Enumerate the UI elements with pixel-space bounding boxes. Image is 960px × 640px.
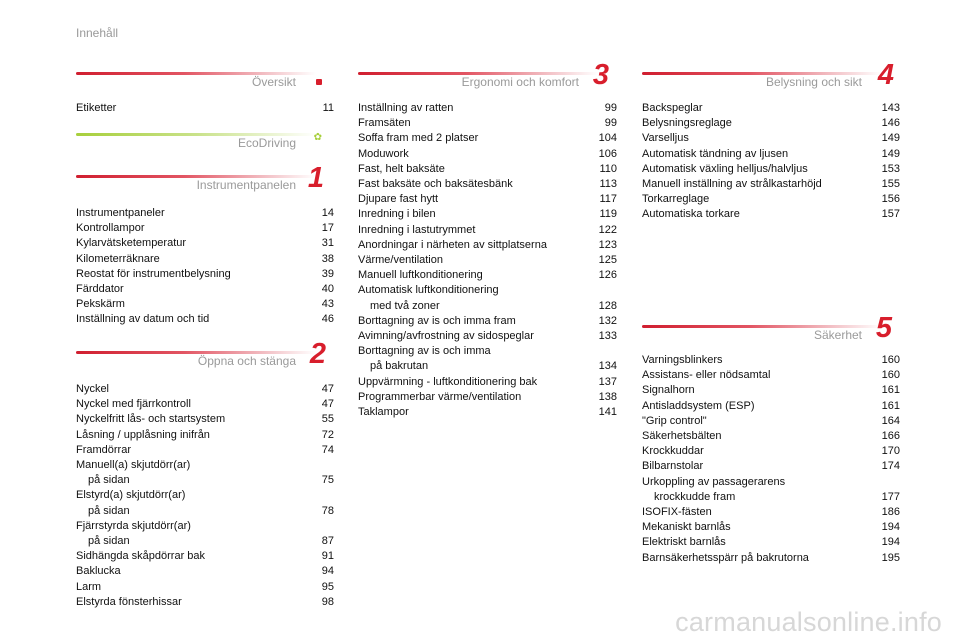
toc-page-number: 133 (598, 330, 617, 343)
toc-entry-label: Automatisk tändning av ljusen (642, 147, 789, 160)
toc-entry[interactable] (642, 414, 900, 429)
toc-entry-label: Kylarvätsketemperatur (76, 237, 187, 250)
toc-entry[interactable] (358, 192, 617, 207)
toc-page-number: 143 (881, 102, 900, 114)
toc-page-number: 126 (598, 269, 617, 282)
toc-entry-label: Anordningar i närheten av sittplatserna (358, 238, 547, 251)
toc-entry-label: Soffa fram med 2 platser (358, 132, 479, 145)
toc-page-number: 47 (321, 398, 334, 411)
toc-entry[interactable] (358, 131, 617, 146)
toc-entry[interactable] (358, 253, 617, 268)
toc-entry[interactable] (642, 207, 900, 222)
toc-list (76, 382, 334, 610)
toc-entry[interactable] (76, 221, 334, 236)
toc-entry-label: Bilbarnstolar (642, 460, 704, 473)
section-title: Belysning och sikt (765, 75, 862, 89)
toc-page-number: 156 (881, 193, 900, 206)
toc-entry[interactable] (642, 535, 900, 550)
toc-entry[interactable] (76, 519, 334, 549)
toc-page-number: 17 (321, 222, 334, 235)
toc-entry-label: ISOFIX-fästen (642, 506, 712, 519)
section-title: Översikt (251, 75, 296, 89)
toc-entry[interactable] (76, 382, 334, 397)
toc-page-number: 14 (321, 207, 334, 219)
toc-entry-label: Automatiska torkare (642, 208, 740, 221)
toc-entry[interactable] (76, 488, 334, 518)
toc-page-number: 132 (598, 314, 617, 327)
toc-entry-label: "Grip control" (642, 414, 707, 427)
section-title: Ergonomi och komfort (461, 75, 579, 89)
toc-entry[interactable] (642, 353, 900, 368)
toc-entry-label: Borttagning av is och imma fram (358, 314, 516, 327)
toc-entry[interactable] (358, 329, 617, 344)
toc-page-number: 122 (598, 223, 617, 236)
toc-entry-label: Inställning av datum och tid (76, 313, 210, 326)
toc-page-number: 91 (321, 550, 334, 563)
toc-entry[interactable] (76, 564, 334, 579)
toc-entry-label: Barnsäkerhetsspärr på bakrutorna (642, 551, 809, 564)
section-header (642, 312, 900, 353)
toc-page-number: 43 (321, 298, 334, 311)
section-number-dot (316, 79, 322, 85)
toc-entry-label: Signalhorn (642, 384, 695, 397)
toc-page-number: 134 (598, 360, 617, 373)
toc-entry-label: Inredning i lastutrymmet (358, 223, 476, 236)
toc-entry[interactable] (642, 147, 900, 162)
toc-page-number: 11 (322, 102, 334, 114)
toc-entry-label: Urkoppling av passagerarens (642, 475, 786, 488)
section-ecodriving (76, 128, 334, 164)
toc-entry-label: Avimning/avfrostning av sidospeglar (358, 330, 534, 343)
toc-list (76, 101, 334, 116)
toc-page-number: 164 (881, 414, 900, 427)
toc-entry-label: Manuell luftkonditionering (358, 269, 483, 282)
toc-entry-label: Torkarreglage (642, 193, 710, 206)
toc-page-number: 113 (599, 178, 617, 191)
toc-entry-label: Instrumentpaneler (76, 207, 165, 219)
toc-list (358, 101, 617, 420)
toc-entry[interactable] (76, 580, 334, 595)
toc-page-number: 128 (598, 299, 617, 312)
toc-entry-label: Nyckel (76, 383, 110, 395)
section-oversikt (76, 67, 334, 116)
toc-page-number: 174 (881, 460, 900, 473)
toc-entry[interactable] (358, 375, 617, 390)
toc-entry-label: Nyckel med fjärrkontroll (76, 398, 191, 411)
toc-page-number: 166 (881, 430, 900, 443)
toc-page-number: 146 (881, 117, 900, 130)
toc-entry[interactable] (642, 383, 900, 398)
toc-entry[interactable] (76, 297, 334, 312)
toc-entry[interactable] (642, 505, 900, 520)
toc-entry[interactable] (358, 207, 617, 222)
toc-list (642, 353, 900, 566)
toc-entry-label: Programmerbar värme/ventilation (358, 390, 522, 403)
section-oppna-och-stanga (76, 338, 334, 610)
toc-list (642, 101, 900, 223)
toc-entry[interactable] (76, 236, 334, 251)
toc-page-number: 87 (321, 535, 334, 548)
toc-page-number: 78 (321, 504, 334, 517)
toc-page-number: 94 (321, 565, 334, 578)
toc-entry[interactable] (642, 368, 900, 383)
toc-entry-label: Färddator (76, 283, 124, 296)
section-header (76, 162, 334, 206)
toc-page-number: 177 (881, 490, 900, 503)
toc-entry-label: Låsning / upplåsning inifrån (76, 428, 210, 441)
section-header (642, 59, 900, 101)
toc-entry-label: Etiketter (76, 102, 117, 114)
section-number: 3 (592, 59, 609, 91)
toc-entry-label: Antisladdsystem (ESP) (642, 399, 755, 412)
toc-entry-label: Säkerhetsbälten (642, 430, 722, 443)
toc-entry[interactable] (76, 397, 334, 412)
toc-page-number: 117 (599, 193, 617, 206)
toc-entry[interactable] (358, 314, 617, 329)
toc-page-number: 119 (599, 208, 617, 221)
section-belysning-och-sikt (642, 59, 900, 223)
toc-entry-label: Elstyrda fönsterhissar (76, 595, 182, 608)
toc-entry[interactable] (358, 390, 617, 405)
toc-page-number: 72 (321, 428, 334, 441)
toc-entry[interactable] (642, 162, 900, 177)
toc-page-number: 74 (321, 443, 334, 456)
section-title: Öppna och stänga (197, 354, 296, 368)
section-instrumentpanelen (76, 162, 334, 328)
toc-entry[interactable] (76, 252, 334, 267)
toc-page-number: 141 (598, 406, 617, 419)
toc-entry[interactable] (358, 177, 617, 192)
toc-entry-label: Varningsblinkers (642, 354, 723, 366)
toc-entry[interactable] (642, 429, 900, 444)
toc-list (76, 206, 334, 328)
toc-entry[interactable] (358, 405, 617, 420)
toc-entry-label: Nyckelfritt lås- och startsystem (76, 413, 226, 426)
toc-entry-label: Taklampor (358, 406, 409, 419)
toc-page-number: 149 (881, 147, 900, 160)
toc-entry-sublabel: på sidan (88, 474, 130, 487)
section-title: Säkerhet (813, 328, 862, 342)
section-number: 4 (877, 59, 894, 91)
toc-page-number: 39 (321, 267, 334, 280)
section-ergonomi-och-komfort (358, 59, 617, 420)
toc-entry[interactable] (642, 192, 900, 207)
toc-entry[interactable] (76, 312, 334, 327)
toc-page-number: 137 (598, 375, 617, 388)
toc-entry-sublabel: på sidan (88, 535, 130, 548)
toc-entry[interactable] (76, 206, 334, 221)
toc-entry-label: Fast baksäte och baksätesbänk (358, 178, 513, 191)
toc-entry[interactable] (358, 116, 617, 131)
section-sakerhet (642, 312, 900, 566)
toc-entry[interactable] (358, 101, 617, 116)
toc-entry-label: Manuell inställning av strålkastarhöjd (642, 178, 822, 191)
section-number: 5 (875, 312, 892, 344)
toc-page-number: 98 (321, 595, 334, 608)
toc-entry-label: Automatisk växling helljus/halvljus (642, 162, 808, 175)
toc-entry[interactable] (76, 101, 334, 116)
toc-entry[interactable] (76, 443, 334, 458)
toc-entry[interactable] (76, 549, 334, 564)
toc-entry[interactable] (642, 475, 900, 505)
toc-entry[interactable] (642, 116, 900, 131)
toc-page-number: 161 (881, 384, 900, 397)
toc-entry-label: Baklucka (76, 565, 121, 578)
toc-entry[interactable] (76, 412, 334, 427)
toc-entry-label: Inredning i bilen (358, 208, 436, 221)
toc-entry[interactable] (642, 101, 900, 116)
toc-page-number: 40 (321, 283, 334, 296)
toc-page-number: 47 (321, 383, 334, 395)
section-title: EcoDriving (237, 136, 296, 150)
toc-entry-label: Borttagning av is och imma (358, 345, 491, 358)
toc-page-number: 138 (598, 390, 617, 403)
toc-page-number: 106 (598, 147, 617, 160)
toc-entry-label: Automatisk luftkonditionering (358, 284, 499, 297)
toc-entry-label: Moduwork (358, 147, 409, 160)
toc-page-number: 170 (881, 445, 900, 458)
section-header (76, 128, 334, 164)
toc-entry-label: Pekskärm (76, 298, 125, 311)
section-header (358, 59, 617, 101)
toc-entry-sublabel: på bakrutan (370, 360, 429, 373)
toc-entry[interactable] (76, 595, 334, 610)
toc-entry[interactable] (358, 283, 617, 313)
section-number: 1 (307, 162, 324, 194)
toc-entry[interactable] (358, 223, 617, 238)
toc-entry-label: Reostat för instrumentbelysning (76, 267, 231, 280)
toc-entry-label: Fjärrstyrda skjutdörr(ar) (76, 519, 191, 532)
toc-page-number: 75 (321, 474, 334, 487)
toc-page-number: 123 (598, 238, 617, 251)
toc-page-number: 194 (881, 521, 900, 534)
toc-entry-label: Framsäten (358, 117, 411, 130)
toc-entry-label: Manuell(a) skjutdörr(ar) (76, 459, 191, 472)
toc-entry-label: Krockkuddar (642, 445, 704, 458)
toc-entry-label: Assistans- eller nödsamtal (642, 369, 771, 382)
toc-page-number: 110 (599, 162, 617, 175)
toc-entry-label: Kilometerräknare (76, 252, 160, 265)
toc-entry-label: Inställning av ratten (358, 102, 454, 114)
toc-page-number: 55 (321, 413, 334, 426)
section-header (76, 67, 334, 101)
toc-entry[interactable] (642, 551, 900, 566)
toc-page-number: 99 (604, 102, 617, 114)
toc-entry[interactable] (358, 268, 617, 283)
toc-entry-label: Backspeglar (642, 102, 703, 114)
toc-entry[interactable] (76, 282, 334, 297)
toc-entry-label: Larm (76, 580, 102, 593)
toc-entry-sublabel: med två zoner (370, 299, 440, 312)
toc-page-number: 195 (881, 551, 900, 564)
toc-entry[interactable] (76, 458, 334, 488)
toc-entry[interactable] (642, 459, 900, 474)
toc-page-number: 125 (598, 254, 617, 267)
toc-page-number: 157 (881, 208, 900, 221)
toc-page-number: 155 (881, 178, 900, 191)
toc-entry[interactable] (358, 147, 617, 162)
toc-page-number: 160 (881, 369, 900, 382)
toc-entry[interactable] (642, 444, 900, 459)
toc-entry-label: Värme/ventilation (358, 254, 443, 267)
section-number: 2 (309, 338, 326, 370)
toc-page-number: 186 (881, 506, 900, 519)
toc-page-number: 95 (321, 580, 334, 593)
watermark: carmanualsonline.info (675, 607, 942, 637)
toc-entry[interactable] (642, 399, 900, 414)
toc-page-number: 149 (881, 132, 900, 145)
toc-page-number: 31 (321, 237, 334, 250)
toc-entry-sublabel: på sidan (88, 504, 130, 517)
section-header (76, 338, 334, 382)
toc-entry[interactable] (642, 177, 900, 192)
toc-entry-label: Framdörrar (76, 443, 132, 456)
toc-entry[interactable] (358, 344, 617, 374)
toc-page-number: 194 (881, 536, 900, 549)
toc-entry[interactable] (642, 131, 900, 146)
toc-entry[interactable] (358, 238, 617, 253)
toc-entry[interactable] (76, 428, 334, 443)
toc-entry-label: Uppvärmning - luftkonditionering bak (358, 375, 538, 388)
toc-entry-sublabel: krockkudde fram (654, 490, 736, 503)
toc-entry-label: Sidhängda skåpdörrar bak (76, 550, 206, 563)
toc-page-number: 161 (881, 399, 900, 412)
toc-entry[interactable] (358, 162, 617, 177)
toc-entry-label: Elektriskt barnlås (642, 536, 726, 549)
page-title: Innehåll (76, 26, 119, 40)
leaf-icon: ✿ (313, 132, 322, 143)
toc-entry-label: Belysningsreglage (642, 117, 732, 130)
section-title: Instrumentpanelen (196, 178, 296, 192)
toc-entry-label: Fast, helt baksäte (358, 162, 445, 175)
toc-page-number: 104 (598, 132, 617, 145)
toc-page-number: 153 (881, 162, 900, 175)
toc-entry-label: Djupare fast hytt (358, 193, 439, 206)
toc-entry[interactable] (76, 267, 334, 282)
toc-entry-label: Mekaniskt barnlås (642, 521, 731, 534)
toc-entry[interactable] (642, 520, 900, 535)
toc-entry-label: Elstyrd(a) skjutdörr(ar) (76, 489, 186, 502)
toc-page-number: 46 (321, 313, 334, 326)
toc-entry-label: Kontrollampor (76, 222, 145, 235)
toc-entry-label: Varselljus (642, 132, 689, 145)
toc-page-number: 160 (881, 354, 900, 366)
toc-page-number: 38 (321, 252, 334, 265)
toc-page-number: 99 (604, 117, 617, 130)
